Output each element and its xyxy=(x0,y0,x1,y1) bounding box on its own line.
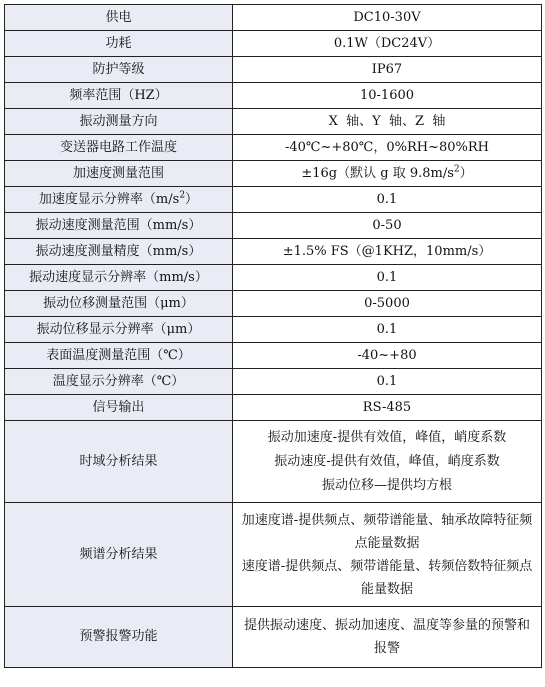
row-label-time-domain: 时域分析结果 xyxy=(5,421,233,503)
row-value-velocity-range: 0-50 xyxy=(233,213,542,239)
table-row xyxy=(5,187,542,213)
table-row xyxy=(5,31,542,57)
acceleration-range-closing: ） xyxy=(459,165,473,181)
row-label-protection-grade: 防护等级 xyxy=(5,57,233,83)
row-label-measurement-direction: 振动测量方向 xyxy=(5,109,233,135)
table-row xyxy=(5,317,542,343)
table-row xyxy=(5,503,542,607)
row-value-measurement-direction: X 轴、Y 轴、Z 轴 xyxy=(233,109,542,135)
row-value-frequency-range: 10-1600 xyxy=(233,83,542,109)
row-label-acceleration-range: 加速度测量范围 xyxy=(5,161,233,187)
table-row xyxy=(5,109,542,135)
row-label-displacement-resolution: 振动位移显示分辨率（μm） xyxy=(5,317,233,343)
row-label-frequency-range: 频率范围（HZ） xyxy=(5,83,233,109)
row-label-operating-temperature: 变送器电路工作温度 xyxy=(5,135,233,161)
time-domain-acceleration-line: 振动加速度-提供有效值，峰值，峭度系数 xyxy=(267,429,507,445)
row-label-surface-temperature-range: 表面温度测量范围（℃） xyxy=(5,343,233,369)
row-label-alarm: 预警报警功能 xyxy=(5,607,233,668)
row-value-signal-output: RS-485 xyxy=(233,395,542,421)
alarm-line-2: 报警 xyxy=(373,641,400,656)
row-label-velocity-range: 振动速度测量范围（mm/s） xyxy=(5,213,233,239)
row-label-velocity-accuracy: 振动速度测量精度（mm/s） xyxy=(5,239,233,265)
time-domain-displacement-line: 振动位移—提供均方根 xyxy=(321,477,452,493)
spectrum-velocity-line-1: 速度谱-提供频点、频带谱能量、转频倍数特征频点 xyxy=(241,558,533,574)
row-value-temperature-resolution: 0.1 xyxy=(233,369,542,395)
acceleration-resolution-exponent: 2 xyxy=(179,190,186,201)
row-value-displacement-resolution: 0.1 xyxy=(233,317,542,343)
spectrum-velocity-line-2: 能量数据 xyxy=(360,581,413,597)
table-row xyxy=(5,291,542,317)
alarm-line-1: 提供振动速度、振动加速度、温度等参量的预警和 xyxy=(243,618,530,633)
row-value-acceleration-range xyxy=(233,161,542,187)
table-row xyxy=(5,161,542,187)
row-label-power-supply: 供电 xyxy=(5,5,233,31)
row-value-acceleration-resolution: 0.1 xyxy=(233,187,542,213)
row-label-velocity-resolution: 振动速度显示分辨率（mm/s） xyxy=(5,265,233,291)
table-row xyxy=(5,5,542,31)
row-value-power-consumption: 0.1W（DC24V） xyxy=(233,31,542,57)
table-row xyxy=(5,213,542,239)
acceleration-resolution-closing: ） xyxy=(185,191,199,207)
row-value-velocity-accuracy: ±1.5% FS（@1KHZ，10mm/s） xyxy=(233,239,542,265)
row-value-alarm xyxy=(233,607,542,668)
row-value-power-supply: DC10-30V xyxy=(233,5,542,31)
row-label-acceleration-resolution xyxy=(5,187,233,213)
row-label-spectrum: 频谱分析结果 xyxy=(5,503,233,607)
acceleration-resolution-text: 加速度显示分辨率（m/s xyxy=(38,191,180,207)
table-row xyxy=(5,369,542,395)
row-value-time-domain xyxy=(233,421,542,503)
table-row xyxy=(5,607,542,668)
acceleration-range-exponent: 2 xyxy=(453,164,460,175)
row-value-protection-grade: IP67 xyxy=(233,57,542,83)
row-value-displacement-range: 0-5000 xyxy=(233,291,542,317)
spectrum-acceleration-line-2: 点能量数据 xyxy=(354,535,420,551)
row-label-power-consumption: 功耗 xyxy=(5,31,233,57)
spectrum-acceleration-line-1: 加速度谱-提供频点、频带谱能量、轴承故障特征频 xyxy=(241,512,533,528)
table-row xyxy=(5,265,542,291)
row-label-temperature-resolution: 温度显示分辨率（℃） xyxy=(5,369,233,395)
spec-table xyxy=(4,4,542,668)
row-label-signal-output: 信号输出 xyxy=(5,395,233,421)
table-row xyxy=(5,83,542,109)
row-label-displacement-range: 振动位移测量范围（μm） xyxy=(5,291,233,317)
row-value-operating-temperature: -40℃~+80℃，0%RH~80%RH xyxy=(233,135,542,161)
table-row xyxy=(5,421,542,503)
table-row xyxy=(5,57,542,83)
row-value-velocity-resolution: 0.1 xyxy=(233,265,542,291)
acceleration-range-text: ±16g（默认 g 取 9.8m/s xyxy=(301,165,454,181)
table-row xyxy=(5,395,542,421)
row-value-surface-temperature-range: -40~+80 xyxy=(233,343,542,369)
row-value-spectrum xyxy=(233,503,542,607)
table-row xyxy=(5,343,542,369)
table-row xyxy=(5,135,542,161)
time-domain-velocity-line: 振动速度-提供有效值，峰值，峭度系数 xyxy=(274,453,500,469)
table-row xyxy=(5,239,542,265)
